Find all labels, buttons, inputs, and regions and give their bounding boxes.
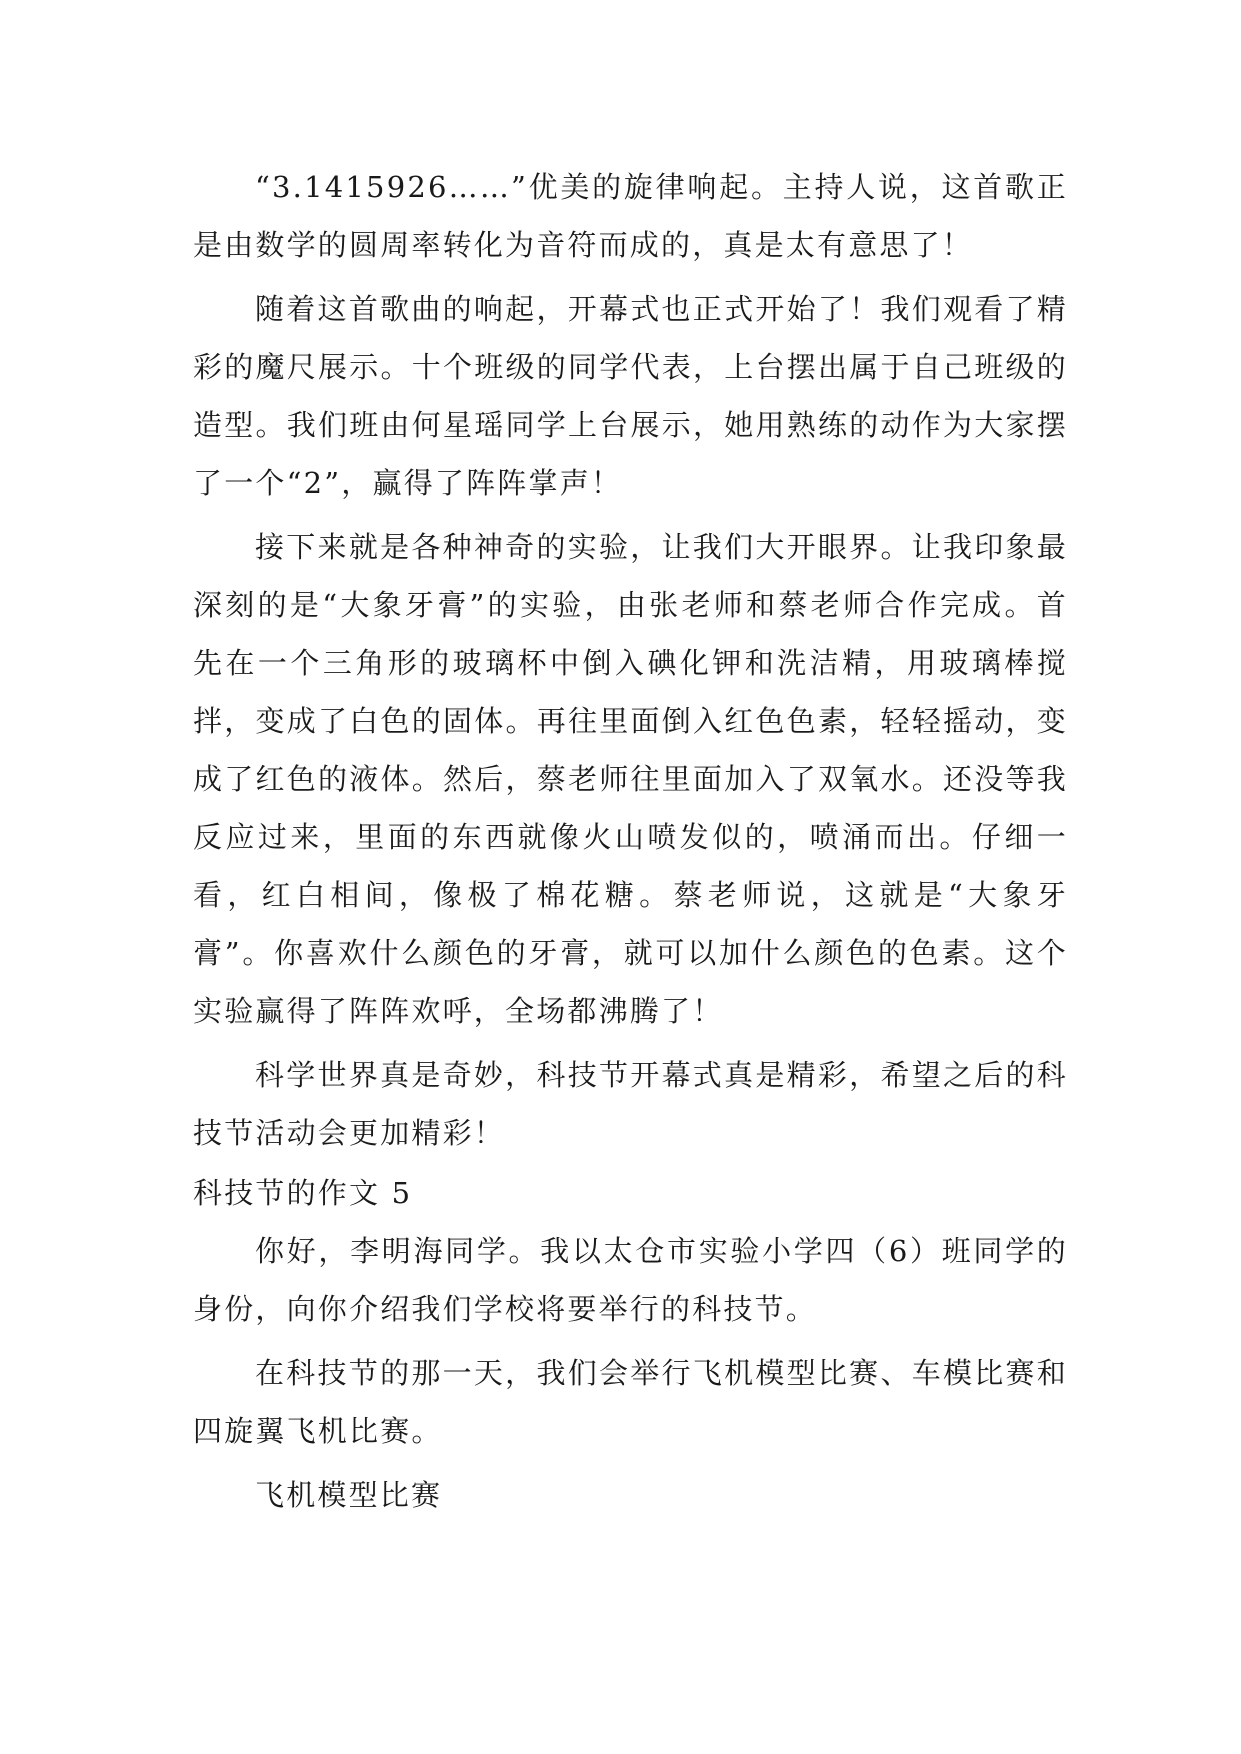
- paragraph: 在科技节的那一天，我们会举行飞机模型比赛、车模比赛和四旋翼飞机比赛。: [193, 1356, 1068, 1448]
- paragraph: 接下来就是各种神奇的实验，让我们大开眼界。让我印象最深刻的是“大象牙膏”的实验，由张老师和蔡老师合作完成。首先在一个三角形的玻璃杯中倒入碘化钾和洗洁精，用玻璃棒搅拌，变成了白色的固体。再往里面倒入红色色素，轻轻摇动，变成了红色的液体。然后，蔡老师往里面加入了双氧水。还没等我反应过来，里面的东西就像火山喷发似的，喷涌而出。仔细一看，红白相间，像极了棉花糖。蔡老师说，这就是“大象牙膏”。你喜欢什么颜色的牙膏，就可以加什么颜色的色素。这个实验赢得了阵阵欢呼，全场都沸腾了！: [193, 530, 1068, 1028]
- section-heading: 科技节的作文 5: [193, 1176, 413, 1210]
- paragraph: 你好，李明海同学。我以太仓市实验小学四（6）班同学的身份，向你介绍我们学校将要举行的科技节。: [193, 1234, 1068, 1326]
- paragraph: 科学世界真是奇妙，科技节开幕式真是精彩，希望之后的科技节活动会更加精彩！: [193, 1058, 1068, 1150]
- subheading-paragraph: 飞机模型比赛: [255, 1478, 443, 1512]
- paragraph: 随着这首歌曲的响起，开幕式也正式开始了！我们观看了精彩的魔尺展示。十个班级的同学代表，上台摆出属于自己班级的造型。我们班由何星瑶同学上台展示，她用熟练的动作为大家摆了一个“2”，赢得了阵阵掌声！: [193, 292, 1068, 500]
- paragraph: “3.1415926……”优美的旋律响起。主持人说，这首歌正是由数学的圆周率转化为音符而成的，真是太有意思了！: [193, 170, 1068, 262]
- document-body: [193, 158, 1068, 1530]
